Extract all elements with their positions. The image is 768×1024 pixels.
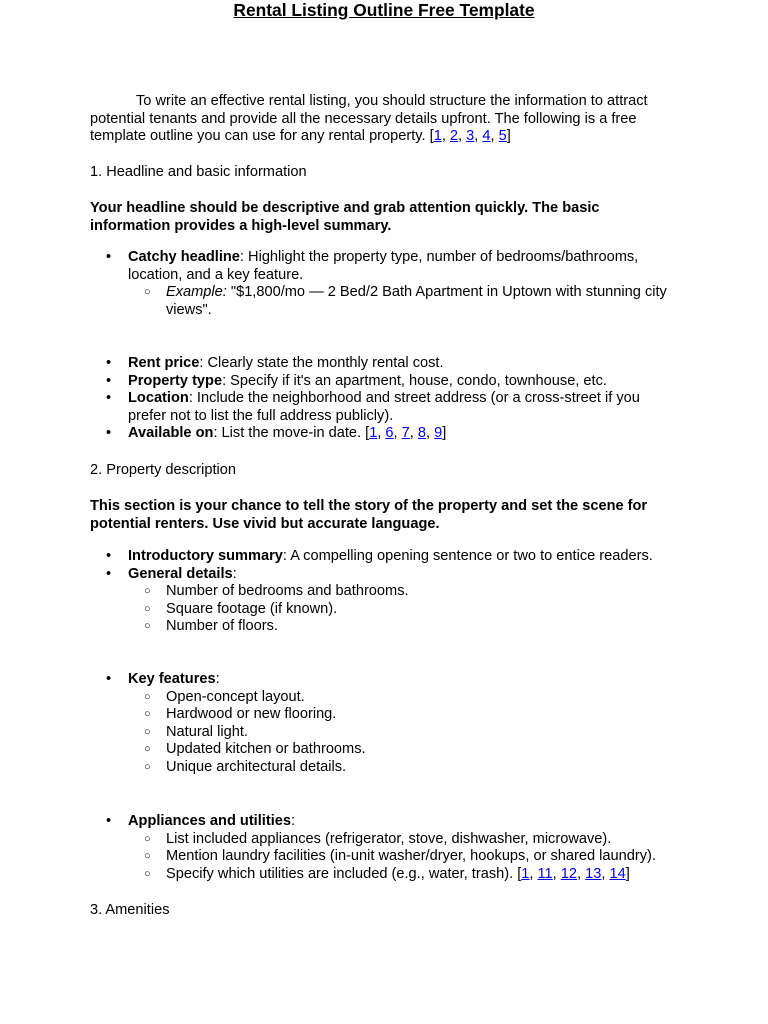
item-text: : Include the neighborhood and street address (or a cross-street if you prefer not to list the full address publicly). (128, 390, 640, 424)
citation-link[interactable]: 1 (433, 128, 442, 145)
sub-item-text: Square footage (if known). (166, 600, 338, 617)
citation-sep: , (490, 128, 499, 145)
sub-list-item (128, 601, 682, 619)
citation-sep: , (577, 865, 586, 882)
list-item (90, 566, 682, 636)
citation-sep: , (377, 425, 386, 442)
citation-link[interactable]: 8 (417, 425, 427, 442)
circle-bullet-icon: ○ (144, 760, 151, 773)
list-item (90, 548, 682, 566)
list-item (90, 671, 682, 777)
sub-list-item (128, 689, 682, 707)
citation-link[interactable]: 1 (521, 865, 530, 882)
circle-bullet-icon: ○ (144, 867, 151, 880)
bullet-icon: • (106, 355, 112, 371)
sub-item-text: Natural light. (166, 723, 248, 740)
sub-item-text: Mention laundry facilities (in-unit washer/dryer, hookups, or shared laundry). (166, 848, 656, 865)
citation-link[interactable]: 14 (609, 865, 626, 882)
sub-list-item (128, 741, 682, 759)
sub-item-text: Unique architectural details. (166, 758, 347, 775)
circle-bullet-icon: ○ (144, 832, 151, 845)
bullet-icon: • (106, 390, 112, 407)
sub-item-text: Number of floors. (166, 618, 278, 635)
sub-item-text: Specify which utilities are included (e.g., water, trash). [ (166, 865, 522, 882)
citation-link[interactable]: 1 (369, 425, 378, 442)
sub-item-text: Number of bedrooms and bathrooms. (166, 583, 409, 600)
citation-sep: , (393, 425, 402, 442)
citation-sep: , (409, 425, 418, 442)
example-label: Example: (166, 284, 227, 301)
item-colon: : (232, 565, 237, 582)
section-1-heading: 1. Headline and basic information (90, 164, 307, 180)
item-label: Location (128, 390, 189, 407)
citation-close: ] (506, 128, 511, 145)
bullet-icon: • (106, 813, 112, 829)
list-item (90, 249, 682, 319)
section-1-lead: Your headline should be descriptive and grab attention quickly. The basic information provides a high-level summary. (90, 200, 600, 234)
item-label: General details (128, 565, 233, 582)
item-label: Appliances and utilities (128, 813, 291, 829)
section-2-list-features (90, 671, 682, 777)
citation-sep: , (458, 128, 467, 145)
section-2-lead: This section is your chance to tell the story of the property and set the scene for potential renters. Use vivid but accurate language. (90, 498, 648, 532)
circle-bullet-icon: ○ (144, 286, 151, 299)
item-label: Introductory summary (128, 548, 283, 564)
bullet-icon: • (106, 548, 112, 564)
circle-bullet-icon: ○ (144, 725, 151, 738)
item-colon: : (291, 813, 296, 829)
citation-link[interactable]: 2 (449, 128, 459, 145)
item-label: Key features (128, 671, 216, 687)
citation-sep: , (552, 865, 561, 882)
sub-list-item (128, 759, 682, 777)
intro-text: To write an effective rental listing, you should structure the information to attract potential tenants and provide all the necessary details upfront. The following is a free template outline you can use for any rental property. [ (90, 93, 648, 145)
sub-item-text: Hardwood or new flooring. (166, 706, 337, 723)
citation-link[interactable]: 13 (585, 865, 602, 882)
sub-list-item (128, 848, 682, 866)
page-title: Rental Listing Outline Free Template (233, 0, 535, 20)
citation-link[interactable]: 3 (466, 128, 475, 145)
item-label: Available on (128, 425, 214, 442)
circle-bullet-icon: ○ (144, 690, 151, 703)
circle-bullet-icon: ○ (144, 585, 151, 598)
intro-paragraph (90, 93, 682, 146)
citation-link[interactable]: 7 (401, 425, 410, 442)
item-text: : List the move-in date. [ (213, 425, 370, 442)
citation-close: ] (625, 865, 630, 882)
citation-sep: , (441, 128, 450, 145)
circle-bullet-icon: ○ (144, 708, 151, 721)
sub-list-item (128, 583, 682, 601)
citation-link[interactable]: 6 (385, 425, 394, 442)
list-item (90, 813, 682, 883)
citation-link[interactable]: 5 (498, 128, 507, 145)
section-3-heading: 3. Amenities (90, 902, 170, 918)
sub-item-text: List included appliances (refrigerator, stove, dishwasher, microwave). (166, 830, 612, 847)
citation-sep: , (474, 128, 483, 145)
citation-link[interactable]: 12 (560, 865, 578, 882)
circle-bullet-icon: ○ (144, 620, 151, 633)
sub-list-item (128, 284, 682, 319)
sub-item-text: Open-concept layout. (166, 688, 305, 705)
bullet-icon: • (106, 372, 112, 389)
item-label: Property type (128, 372, 223, 389)
citation-link[interactable]: 4 (482, 128, 491, 145)
circle-bullet-icon: ○ (144, 743, 151, 756)
section-1-list-2 (90, 355, 682, 443)
section-2-heading: 2. Property description (90, 462, 237, 478)
section-2-list-appliances (90, 813, 682, 883)
item-label: Catchy headline (128, 249, 240, 265)
section-2-list (90, 548, 682, 636)
circle-bullet-icon: ○ (144, 602, 151, 615)
citation-sep: , (529, 865, 538, 882)
bullet-icon: • (106, 249, 112, 265)
list-item (90, 373, 682, 391)
citation-sep: , (426, 425, 435, 442)
circle-bullet-icon: ○ (144, 850, 151, 863)
sub-list-item (128, 618, 682, 636)
item-text: : Clearly state the monthly rental cost. (199, 355, 444, 371)
sub-list-item (128, 724, 682, 742)
item-text: : Specify if it's an apartment, house, condo, townhouse, etc. (222, 372, 607, 389)
item-text: : A compelling opening sentence or two to entice readers. (282, 548, 653, 564)
citation-close: ] (442, 425, 447, 442)
citation-link[interactable]: 11 (537, 865, 553, 882)
sub-list-item (128, 831, 682, 849)
list-item (90, 425, 682, 443)
example-text: "$1,800/mo — 2 Bed/2 Bath Apartment in Uptown with stunning city views". (166, 284, 667, 318)
list-item (90, 355, 682, 373)
item-text: : Highlight the property type, number of bedrooms/bathrooms, location, and a key feature. (128, 249, 639, 283)
bullet-icon: • (106, 565, 112, 582)
sub-list-item (128, 706, 682, 724)
section-1-list (90, 249, 682, 319)
sub-list-item (128, 866, 682, 884)
sub-item-text: Updated kitchen or bathrooms. (166, 741, 366, 758)
list-item (90, 390, 682, 425)
item-colon: : (215, 671, 220, 687)
bullet-icon: • (106, 671, 112, 687)
citation-sep: , (601, 865, 610, 882)
item-label: Rent price (128, 355, 200, 371)
citation-link[interactable]: 9 (434, 425, 443, 442)
bullet-icon: • (106, 425, 112, 442)
